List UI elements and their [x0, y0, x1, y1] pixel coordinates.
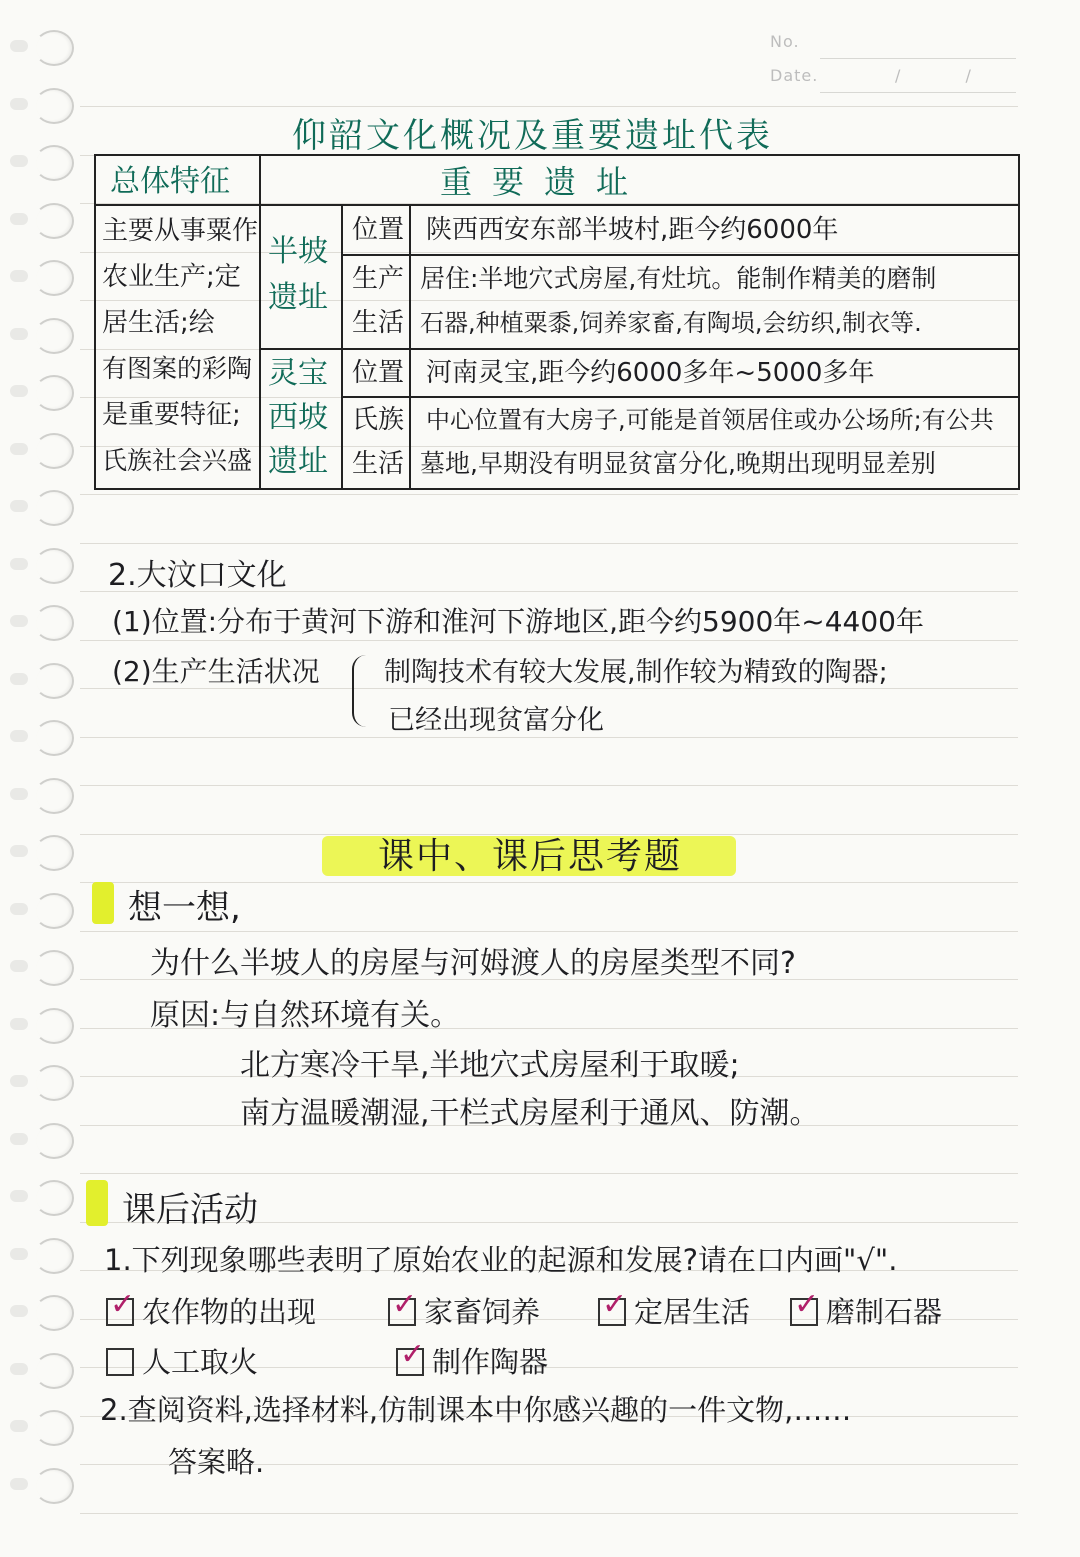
dawenkou-location: (1)位置:分布于黄河下游和淮河下游地区,距今约5900年~4400年	[112, 605, 924, 638]
think-answer: 原因:与自然环境有关。	[150, 998, 461, 1033]
option-label: 人工取火	[142, 1345, 259, 1379]
check-mark-icon: ✓	[400, 1337, 426, 1372]
brace	[352, 655, 372, 727]
table-divider-label	[409, 206, 411, 488]
dawenkou-life-line-1: 制陶技术有较大发展,制作较为精致的陶器;	[384, 657, 888, 688]
spiral-ring	[34, 88, 74, 124]
site1-life-label-1: 生产	[352, 264, 405, 294]
option-checkbox[interactable]	[790, 1287, 820, 1326]
feature-line-5: 是重要特征;	[102, 400, 241, 430]
spiral-ring	[34, 260, 74, 296]
ruled-line	[80, 1513, 1018, 1514]
no-label: No.	[770, 32, 800, 51]
spiral-ring	[34, 1468, 74, 1504]
ruled-line	[80, 494, 1018, 495]
think-heading: 想一想,	[128, 888, 241, 928]
option-checkbox[interactable]	[106, 1348, 134, 1376]
yangshao-table	[94, 154, 1020, 490]
spiral-ring	[34, 145, 74, 181]
spiral-ring	[34, 1065, 74, 1101]
spiral-ring	[34, 605, 74, 641]
feature-line-6: 氏族社会兴盛	[102, 446, 253, 475]
date-label: Date.	[770, 66, 819, 85]
feature-line-1: 主要从事粟作	[102, 216, 259, 246]
spiral-ring	[34, 548, 74, 584]
site2-location: 河南灵宝,距今约6000多年~5000多年	[426, 358, 875, 388]
site2-life-label-2: 生活	[352, 449, 405, 479]
site2-name-2: 西坡	[268, 400, 328, 435]
header-overall-features: 总体特征	[110, 164, 230, 199]
option-checkbox[interactable]	[106, 1287, 136, 1326]
ruled-line	[80, 640, 1018, 641]
spiral-ring	[34, 950, 74, 986]
check-mark-icon: ✓	[602, 1287, 628, 1322]
date-separators: / /	[895, 66, 1001, 85]
think-marker	[92, 882, 114, 924]
site1-name-1: 半坡	[268, 234, 328, 269]
spiral-ring	[34, 318, 74, 354]
activity-q2: 2.查阅资料,选择材料,仿制课本中你感兴趣的一件文物,……	[100, 1393, 852, 1427]
activity-q1: 1.下列现象哪些表明了原始农业的起源和发展?请在口内画"√".	[104, 1243, 898, 1277]
option-label: 制作陶器	[432, 1345, 549, 1379]
site2-life-label-1: 氏族	[352, 405, 405, 435]
spiral-ring	[34, 835, 74, 871]
site2-name-1: 灵宝	[268, 356, 328, 391]
spiral-ring	[34, 1180, 74, 1216]
spiral-ring	[34, 1353, 74, 1389]
ruled-line	[80, 543, 1018, 544]
ruled-line	[80, 931, 1018, 932]
spiral-ring	[34, 1410, 74, 1446]
option-checkbox[interactable]	[396, 1337, 426, 1376]
feature-line-4: 有图案的彩陶	[102, 354, 253, 383]
spiral-binding	[0, 0, 80, 1557]
think-question: 为什么半坡人的房屋与河姆渡人的房屋类型不同?	[150, 946, 796, 981]
spiral-ring	[34, 1295, 74, 1331]
site1-life-line-2: 石器,种植粟黍,饲养家畜,有陶埙,会纺织,制衣等.	[420, 309, 922, 337]
site2-life-line-1: 中心位置有大房子,可能是首领居住或办公场所;有公共	[426, 406, 994, 434]
spiral-ring	[34, 30, 74, 66]
spiral-ring	[34, 1238, 74, 1274]
feature-line-2: 农业生产;定	[102, 262, 241, 292]
activity-q2-answer: 答案略.	[168, 1445, 265, 1479]
no-line	[820, 58, 1016, 59]
site1-name-2: 遗址	[268, 280, 328, 315]
check-mark-icon: ✓	[794, 1287, 820, 1322]
ruled-line	[80, 785, 1018, 786]
page-title: 仰韶文化概况及重要遗址代表	[292, 116, 773, 156]
site1-location: 陕西西安东部半坡村,距今约6000年	[426, 215, 839, 245]
ruled-line	[80, 1173, 1018, 1174]
spiral-ring	[34, 1123, 74, 1159]
ruled-line	[80, 737, 1018, 738]
option-label: 定居生活	[634, 1295, 751, 1329]
site1-life-line-1: 居住:半地穴式房屋,有灶坑。能制作精美的磨制	[420, 264, 937, 293]
option-label: 家畜饲养	[424, 1295, 541, 1329]
spiral-ring	[34, 663, 74, 699]
site1-location-label: 位置	[352, 215, 405, 245]
date-line	[820, 92, 1016, 93]
think-south: 南方温暖潮湿,干栏式房屋利于通风、防潮。	[240, 1096, 820, 1131]
site2-location-label: 位置	[352, 358, 405, 388]
option-checkbox[interactable]	[598, 1287, 628, 1326]
section-title: 课中、课后思考题	[378, 836, 683, 877]
option-checkbox[interactable]	[388, 1287, 418, 1326]
option-label: 磨制石器	[826, 1295, 943, 1329]
activity-heading: 课后活动	[122, 1190, 258, 1230]
ruled-line	[80, 106, 1018, 107]
dawenkou-life-label: (2)生产生活状况	[112, 655, 320, 688]
spiral-ring	[34, 490, 74, 526]
site2-name-3: 遗址	[268, 444, 328, 479]
check-mark-icon: ✓	[110, 1287, 136, 1322]
spiral-ring	[34, 375, 74, 411]
option-label: 农作物的出现	[142, 1295, 317, 1329]
check-mark-icon: ✓	[392, 1287, 418, 1322]
spiral-ring	[34, 1008, 74, 1044]
spiral-ring	[34, 778, 74, 814]
header-important-sites: 重要遗址	[440, 163, 649, 201]
spiral-ring	[34, 203, 74, 239]
feature-line-3: 居生活;绘	[102, 308, 215, 338]
think-north: 北方寒冷干旱,半地穴式房屋利于取暖;	[240, 1048, 740, 1083]
dawenkou-heading: 2.大汶口文化	[108, 558, 287, 593]
spiral-ring	[34, 893, 74, 929]
site1-life-label-2: 生活	[352, 308, 405, 338]
site2-life-line-2: 墓地,早期没有明显贫富分化,晚期出现明显差别	[420, 449, 936, 478]
spiral-ring	[34, 433, 74, 469]
table-divider-site	[341, 206, 343, 488]
spiral-ring	[34, 720, 74, 756]
dawenkou-life-line-2: 已经出现贫富分化	[388, 705, 604, 736]
activity-marker	[86, 1180, 108, 1226]
